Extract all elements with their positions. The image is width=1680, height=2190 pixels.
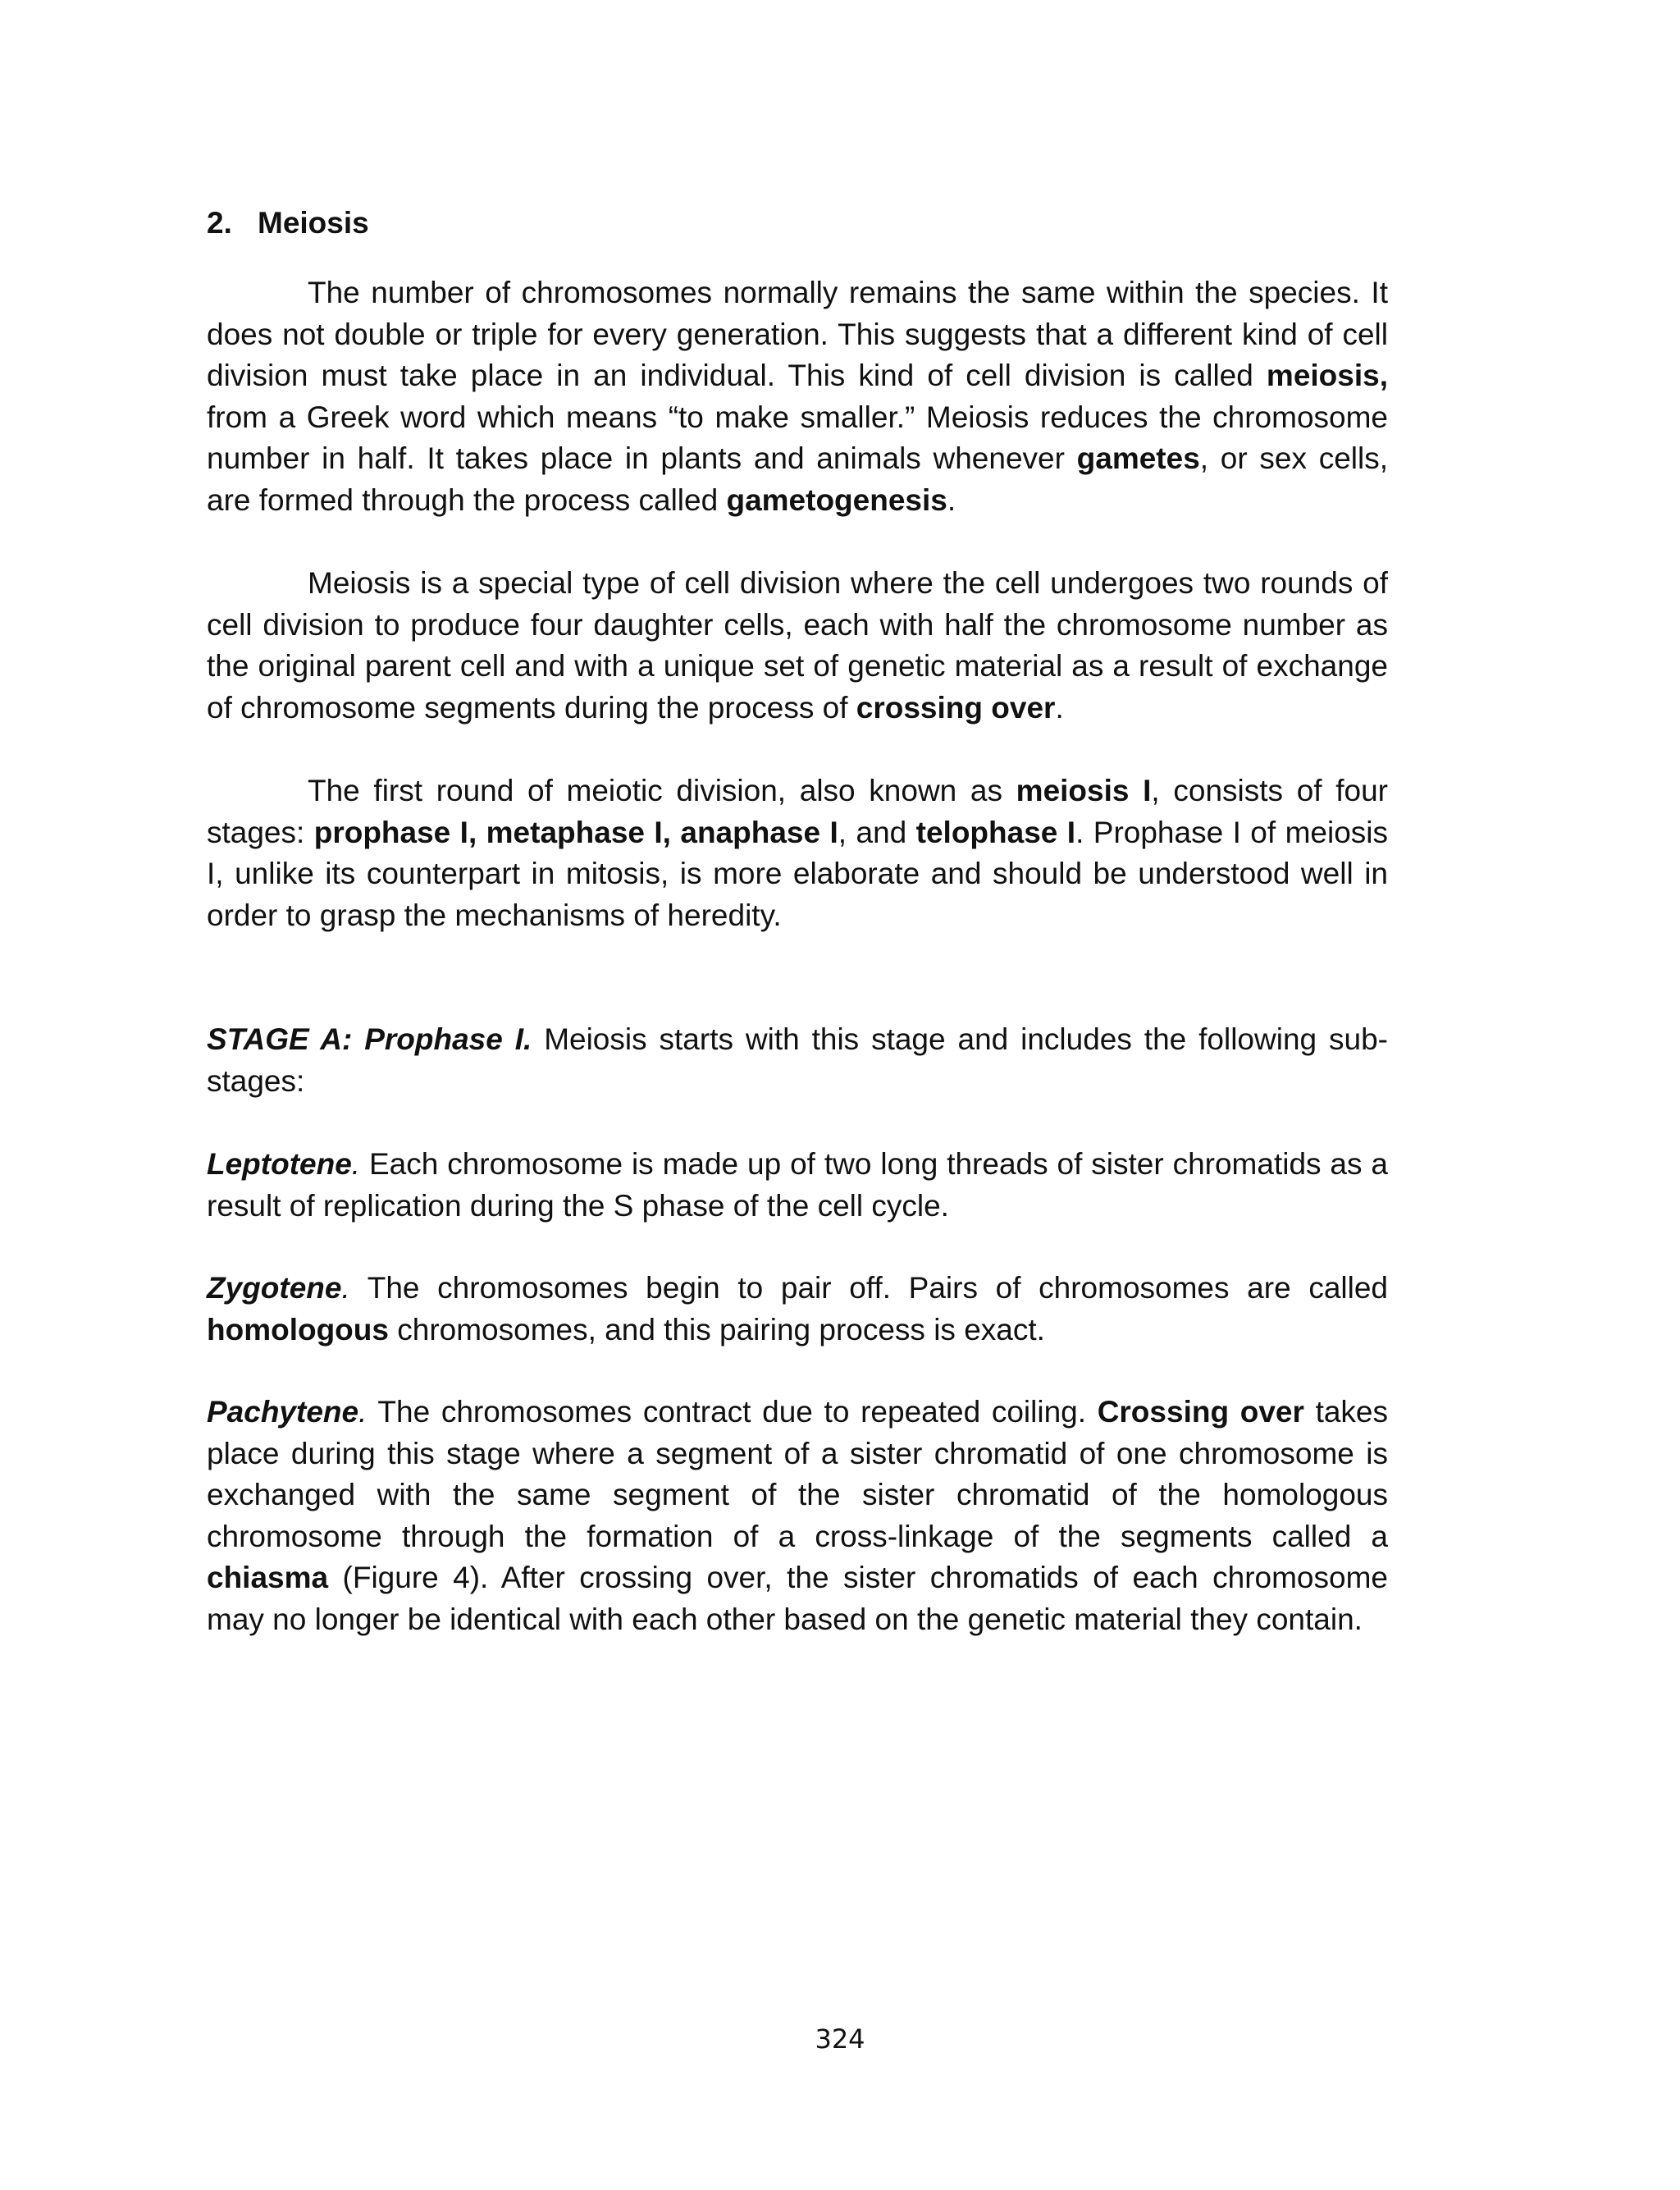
text-run: takes place during this stage where a segment of a sister chromatid of one chromosome is exchanged with the same segment of the sister chromatid of the homologous chromosome through the formation of a cross-linkage of the segments called a (207, 1395, 1389, 1553)
term-pachytene: Pachytene (207, 1395, 359, 1429)
text-run: from a Greek word which means “to make smaller.” Meiosis reduces the chromosome number in half. It takes place in plants and animals whenever (207, 400, 1388, 475)
paragraph-meiosis-definition (207, 563, 1388, 729)
text-run: The first round of meiotic division, also known as (308, 774, 1016, 807)
text-run: Each chromosome is made up of two long threads of sister chromatids as a result of replication during the S phase of the cell cycle. (207, 1147, 1388, 1223)
text-run: Meiosis starts with this stage and includes the following sub-stages: (207, 1022, 1388, 1098)
term-chiasma: chiasma (207, 1561, 329, 1594)
text-run: , consists of four stages: (207, 774, 1388, 849)
text-run: , and (838, 815, 916, 849)
term-telophase-i: telophase I (915, 815, 1076, 849)
term-homologous: homologous (207, 1312, 389, 1346)
term-period: . (358, 1395, 368, 1429)
text-run: , or sex cells, are formed through the process called (207, 441, 1388, 517)
text-run: Meiosis is a special type of cell division where the cell undergoes two rounds of cell division to produce four daughter cells, each with half the chromosome number as the original parent cell and with a unique set of genetic material as a result of exchange of chromosome segments during the process of (207, 566, 1388, 725)
paragraph-zygotene (207, 1268, 1388, 1351)
term-leptotene: Leptotene (207, 1147, 352, 1181)
term-gametogenesis: gametogenesis (726, 482, 947, 517)
term-period: . (351, 1147, 361, 1181)
term-meiosis: meiosis, (1266, 359, 1388, 392)
term-phases: prophase I, metaphase I, anaphase I (313, 815, 838, 849)
paragraph-leptotene (207, 1144, 1388, 1227)
term-crossing-over: crossing over (856, 690, 1056, 725)
text-run: The number of chromosomes normally remains the same within the species. It does not double or triple for every generation. This suggests that a different kind of cell division must take place in an individual. This kind of cell division is called (207, 276, 1388, 392)
section-title: Meiosis (258, 206, 369, 240)
text-run: The chromosomes begin to pair off. Pairs of chromosomes are called (349, 1271, 1388, 1305)
text-run: (Figure 4). After crossing over, the sister chromatids of each chromosome may no longer be identical with each other based on the genetic material they contain. (207, 1561, 1388, 1636)
paragraph-meiosis-stages (207, 770, 1388, 936)
term-zygotene: Zygotene (207, 1271, 342, 1305)
section-heading (207, 203, 369, 243)
paragraph-stage-a (207, 1019, 1388, 1102)
page-number: 324 (815, 2023, 865, 2055)
text-run: The chromosomes contract due to repeated coiling. (367, 1395, 1098, 1429)
term-period: . (341, 1271, 350, 1305)
text-run: . (947, 482, 956, 517)
paragraph-pachytene (207, 1392, 1388, 1640)
paragraph-meiosis-intro (207, 272, 1388, 521)
section-number: 2. (207, 206, 232, 240)
term-meiosis-i: meiosis I (1016, 774, 1152, 807)
term-crossing-over: Crossing over (1097, 1395, 1304, 1429)
text-run: chromosomes, and this pairing process is exact. (388, 1312, 1045, 1346)
term-gametes: gametes (1076, 441, 1200, 475)
stage-a-label: STAGE A: Prophase I. (207, 1022, 532, 1056)
text-run: . (1055, 690, 1064, 725)
text-run: . Prophase I of meiosis I, unlike its counterpart in mitosis, is more elaborate and should be understood well in order to grasp the mechanisms of heredity. (207, 815, 1388, 932)
